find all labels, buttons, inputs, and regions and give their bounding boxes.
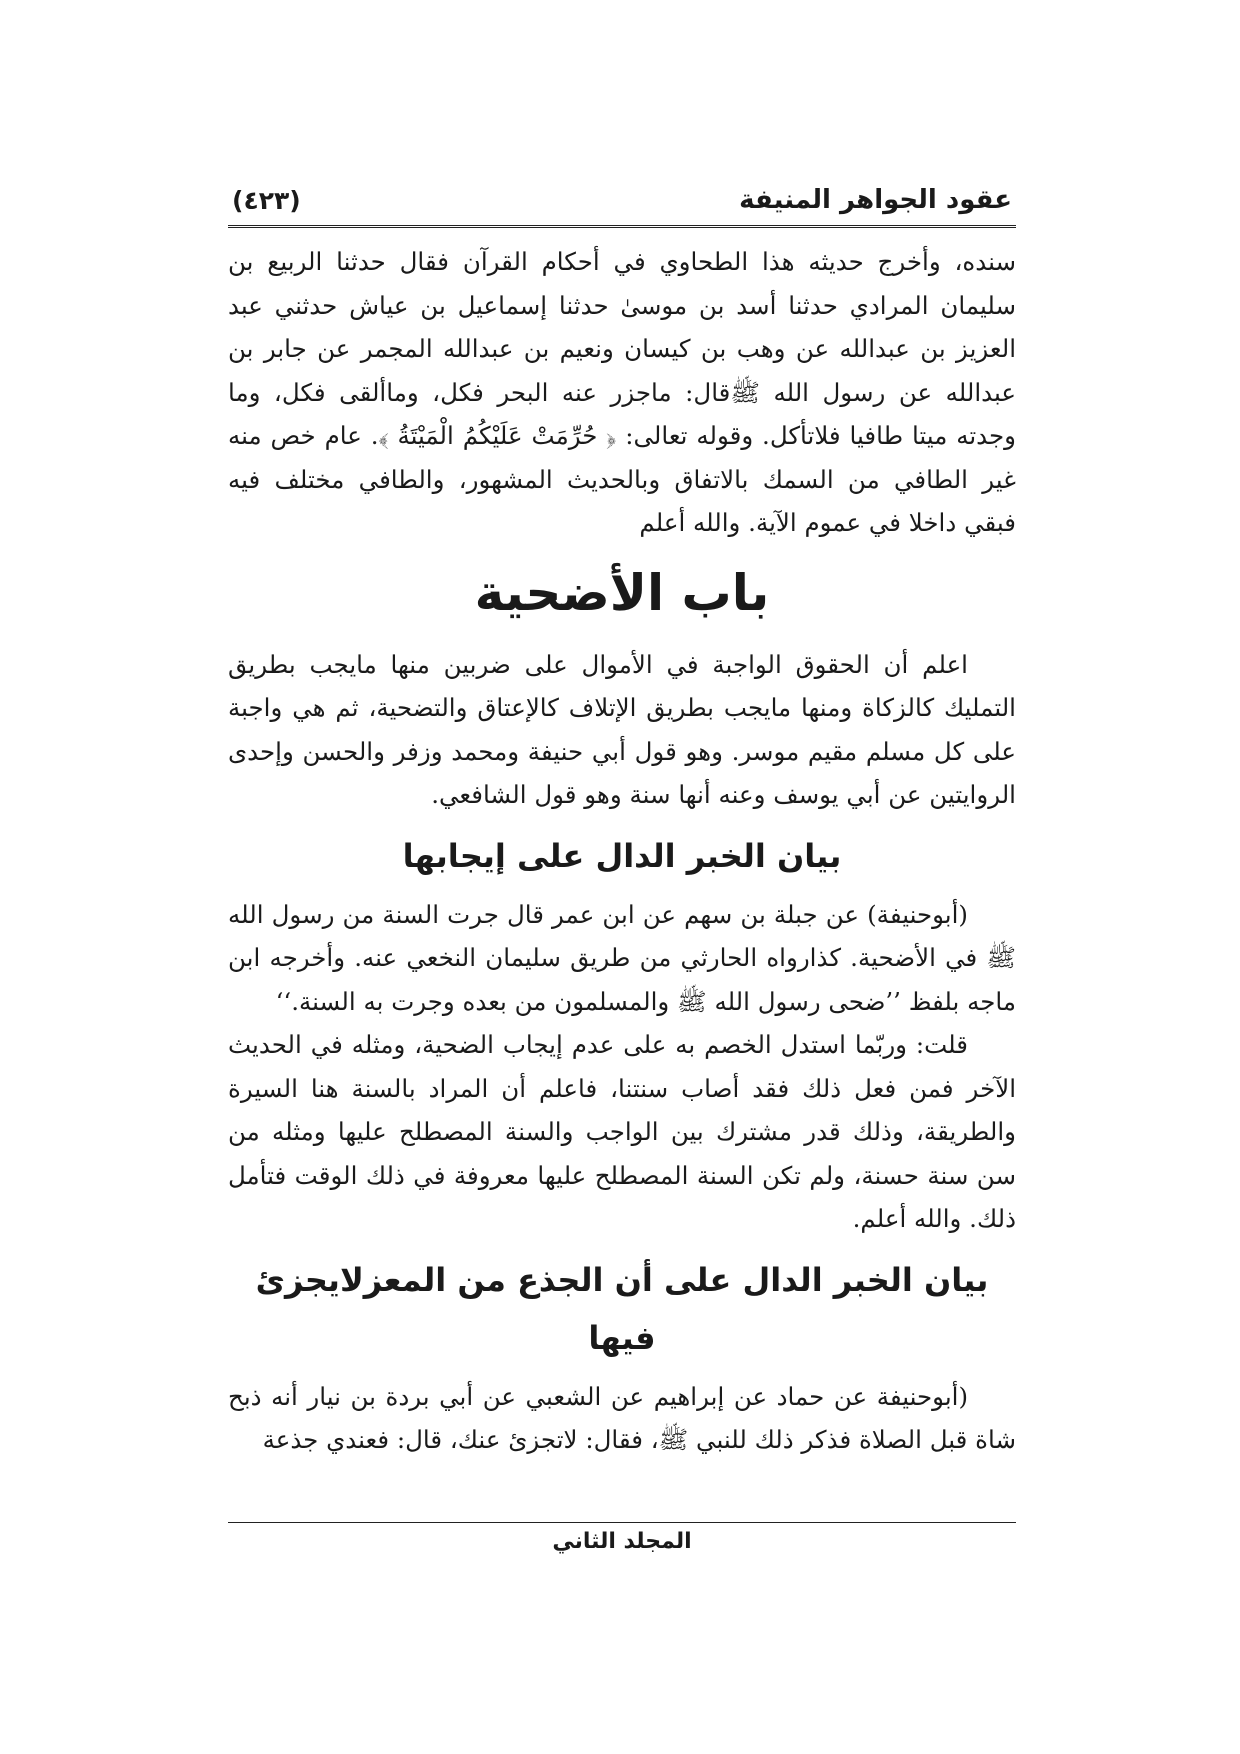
paragraph-hadith-1: (أبوحنيفة) عن جبلة بن سهم عن ابن عمر قال جرت السنة من رسول الله ﷺ في الأضحية. كذارواه الحارثي من طريق سليمان النخعي عنه. وأخرجه ابن ماجه بلفظ ’’ضحى رسول الله ﷺ والمسلمون من بعده وجرت به السنة.‘‘ [228, 899, 1016, 1016]
paragraph-commentary: قلت: وربّما استدل الخصم به على عدم إيجاب الضحية، ومثله في الحديث الآخر فمن فعل ذلك فقد أصاب سنتنا، فاعلم أن المراد بالسنة هنا السيرة والطريقة، وذلك قدر مشترك بين الواجب والسنة المصطلح عليها ومثله من سن سنة حسنة، ولم تكن السنة المصطلح عليها معروفة في ذلك الوقت فتأمل ذلك. والله أعلم. [228, 1030, 1016, 1233]
paragraph-continued: سنده، وأخرج حديثه هذا الطحاوي في أحكام القرآن فقال حدثنا الربيع بن سليمان المرادي حدثنا أسد بن موسىٰ حدثنا إسماعيل بن عياش حدثني عبد العزيز بن عبدالله عن وهب بن كيسان ونعيم بن عبدالله المجمر عن جابر بن عبدالله عن رسول الله ﷺقال: ماجزر عنه البحر فكل، وماألقى فكل، وما وجدته ميتا طافيا فلاتأكل. وقوله تعالى: ﴿ حُرِّمَتْ عَلَيْكُمُ الْمَيْتَةُ ﴾. عام خص منه غير الطافي من السمك بالاتفاق وبالحديث المشهور، والطافي مختلف فيه فبقي داخلا في عموم الآية. والله أعلم [228, 247, 1017, 537]
paragraph-hadith-2: (أبوحنيفة عن حماد عن إبراهيم عن الشعبي عن أبي بردة بن نيار أنه ذبح شاة قبل الصلاة فذكر ذلك للنبي ﷺ، فقال: لاتجزئ عنك، قال: فعندي جذعة [228, 1381, 1016, 1454]
section-heading-2: بيان الخبر الدال على أن الجذع من المعزلايجزئ فيها [255, 1260, 989, 1357]
page-number: (٤٢٣) [232, 186, 301, 215]
chapter-title: باب الأضحية [474, 563, 770, 622]
running-footer [228, 1522, 1016, 1554]
page-content [228, 228, 1016, 1462]
page [228, 180, 1016, 1462]
paragraph-intro: اعلم أن الحقوق الواجبة في الأموال على ضربين منها مايجب بطريق التمليك كالزكاة ومنها مايجب بطريق الإتلاف كالإعتاق والتضحية، ثم هي واجبة على كل مسلم مقيم موسر. وهو قول أبي حنيفة ومحمد وزفر والحسن وإحدى الروايتين عن أبي يوسف وعنه أنها سنة وهو قول الشافعي. [228, 649, 1016, 809]
book-title: عقود الجواهر المنيفة [739, 185, 1012, 215]
running-header [228, 180, 1016, 228]
section-heading-1: بيان الخبر الدال على إيجابها [402, 836, 842, 875]
volume-label: المجلد الثاني [552, 1529, 692, 1554]
